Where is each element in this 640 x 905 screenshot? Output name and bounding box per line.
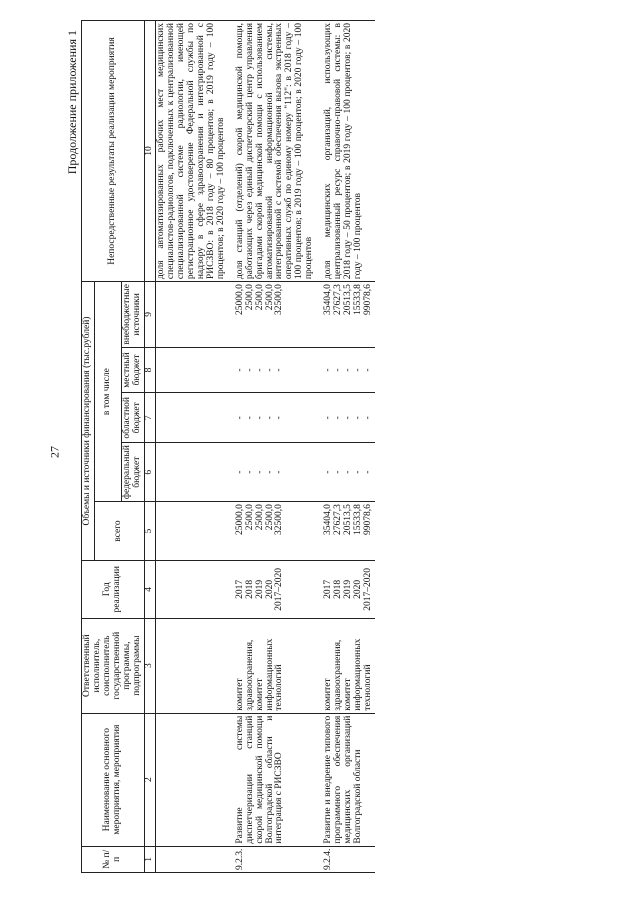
- federal-cell: - - - - -: [323, 443, 375, 502]
- years-cell: 2017 2018 2019 2020 2017–2020: [323, 560, 375, 618]
- appendix-heading: Продолжение приложения 1: [65, 30, 79, 175]
- header-name: Наименование основного мероприятия, мероприятия: [82, 713, 145, 846]
- executor-cell: комитет здравоохранения, комитет информационных технологий: [235, 618, 324, 713]
- page-number: 27: [47, 446, 62, 458]
- col-number: 8: [144, 347, 155, 393]
- header-regional: областной бюджет: [121, 393, 144, 443]
- activity-name: Развитие системы диспетчеризации станций скорой медицинской помощи Волгоградской области и интеграция с РИСЗВО: [235, 713, 324, 846]
- federal-cell: - - - - -: [235, 443, 324, 502]
- header-local: местный бюджет: [121, 347, 144, 393]
- result-cell: доля медицинских организаций, использующих централизованный ресурс справочно-правовой системы: в 2018 году – 50 процентов; в 2019 году – 100 процентов; в 2020 году – 100 процентов: [323, 21, 375, 282]
- program-table: [81, 20, 375, 873]
- col-number: 2: [144, 713, 155, 846]
- regional-cell: - - - - -: [235, 393, 324, 443]
- col-number: 10: [144, 21, 155, 282]
- header-result: Непосредственные результаты реализации мероприятия: [82, 21, 145, 282]
- col-number: 4: [144, 560, 155, 618]
- header-finance: Объемы и источники финансирования (тыс.рублей): [82, 282, 95, 561]
- result-cell: доля станций (отделений) скорой медицинской помощи, работающих через единый диспетчерский центр управления бригадами скорой медицинской помощи с использованием автоматизированной информационной системы, интегрированной с системой обеспечения вызова экстренных оперативных служб по единому номеру "112": в 2018 году – 100 процентов; в 2019 году – 100 процентов; в 2020 году – 100 процентов: [235, 21, 324, 282]
- header-incl: в том числе: [94, 282, 121, 502]
- header-extra: внебюджетные источники: [121, 282, 144, 348]
- years-cell: 2017 2018 2019 2020 2017–2020: [235, 560, 324, 618]
- total-cell: 25000,0 2500,0 2500,0 2500,0 32500,0: [235, 502, 324, 561]
- header-federal: федеральный бюджет: [121, 443, 144, 502]
- header-executor: Ответственный исполнитель, соисполнитель государственной программы, подпрограммы: [82, 618, 145, 713]
- total-cell: 35404,0 27627,3 20513,5 15533,8 99078,6: [323, 502, 375, 561]
- col-number: 7: [144, 393, 155, 443]
- header-total: всего: [94, 502, 144, 561]
- col-number: 3: [144, 618, 155, 713]
- col-number: 1: [144, 846, 155, 872]
- col-number: 5: [144, 502, 155, 561]
- local-cell: - - - - -: [235, 347, 324, 393]
- header-year: Год реализации: [82, 560, 145, 618]
- col-number: 6: [144, 443, 155, 502]
- rotated-page: [65, 20, 605, 885]
- extra-cell: 35404,0 27627,3 20513,5 15533,8 99078,6: [323, 282, 375, 348]
- activity-name: Развитие и внедрение типового программного обеспечения медицинских организаций Волгоградской области: [323, 713, 375, 846]
- row-number: 9.2.4.: [323, 846, 375, 872]
- table-row: [323, 21, 375, 873]
- executor-cell: комитет здравоохранения, комитет информационных технологий: [323, 618, 375, 713]
- regional-cell: - - - - -: [323, 393, 375, 443]
- result-cell: доля автоматизированных рабочих мест медицинских специалистов-радиологов, подключенных к централизованной специализированной системе радиологии, имеющей регистрационное удостоверение Федеральной службы по надзору в сфере здравоохранения и интегрированной с РИСЗВО: в 2018 году – 80 процентов; в 2019 году – 100 процентов; в 2020 году – 100 процентов: [155, 21, 234, 282]
- table-row: [235, 21, 324, 873]
- table-row: [155, 21, 234, 873]
- col-number: 9: [144, 282, 155, 348]
- local-cell: - - - - -: [323, 347, 375, 393]
- row-number: 9.2.3.: [235, 846, 324, 872]
- extra-cell: 25000,0 2500,0 2500,0 2500,0 32500,0: [235, 282, 324, 348]
- header-num: № п/п: [82, 846, 145, 872]
